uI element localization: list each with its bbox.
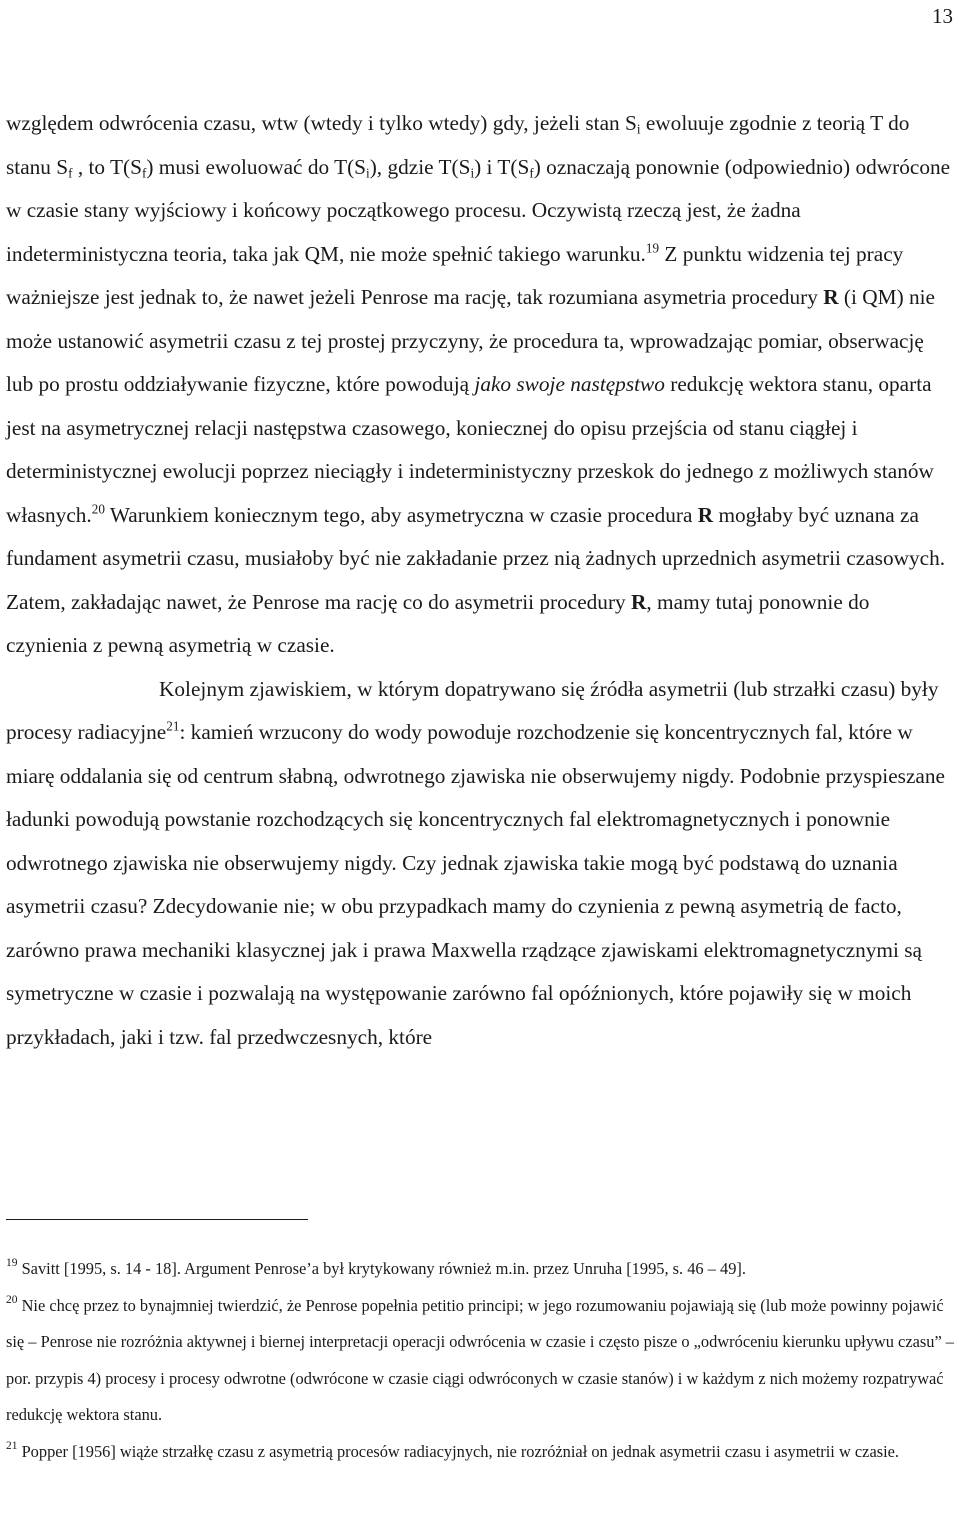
text-run: Kolejnym zjawiskiem, w którym dopatrywano się źródła asymetrii (lub strzałki czasu) były procesy radiacyjne — [6, 676, 939, 744]
subscript: i — [366, 164, 370, 180]
footnote-separator — [6, 1219, 308, 1220]
footnote-19 — [6, 1251, 956, 1288]
text-run: ewoluuje zgodnie z teorią T do stanu S — [6, 111, 910, 179]
text-run: Z punktu widzenia tej pracy ważniejsze jest jednak to, że nawet jeżeli Penrose ma rację, tak rozumiana asymetria procedury — [6, 241, 904, 309]
text-run: : kamień wrzucony do wody powoduje rozchodzenie się koncentrycznych fal, które w miarę oddalania się od centrum słabną, odwrotnego zjawiska nie obserwujemy nigdy. Podobnie przyspieszane ładunki powodują powstanie rozchodzących się koncentrycznych fal elektromagnetycznych i ponownie odwrotnego zjawiska nie obserwujemy nigdy. Czy jednak zjawiska takie mogą być podstawą do uznania asymetrii czasu? Zdecydowanie nie; w obu przypadkach mamy do czynienia z pewną asymetrią de facto, zarówno prawa mechaniki klasycznej jak i prawa Maxwella rządzące zjawiskami elektromagnetycznymi są symetryczne w czasie i pozwalają na występowanie zarówno fal opóźnionych, które pojawiły się w moich przykładach, jaki i tzw. fal przedwczesnych, które — [6, 720, 945, 1049]
bold-procedure-r: R — [823, 285, 839, 309]
text-run: ) musi ewoluować do T(S — [146, 154, 367, 179]
subscript: f — [68, 164, 73, 180]
text-run: względem odwrócenia czasu, wtw (wtedy i tylko wtedy) gdy, jeżeli stan S — [6, 111, 637, 135]
footnote-number: 21 — [6, 1439, 18, 1452]
subscript: f — [141, 164, 147, 180]
text-run: ) oznaczają ponownie (odpowiednio) odwrócone w czasie stany wyjściowy i końcowy początkowego procesu. Oczywistą rzeczą jest, że żadna indeterministyczna teoria, taka jak QM, nie może spełnić takiego warunku. — [6, 154, 951, 266]
footnote-21 — [6, 1434, 956, 1471]
footnote-ref-21[interactable]: 21 — [166, 718, 180, 734]
footnote-20 — [6, 1288, 956, 1434]
text-run: ), gdzie T(S — [369, 154, 471, 179]
footnote-text: Savitt [1995, s. 14 - 18]. Argument Penrose’a był krytykowany również m.in. przez Unruha [1995, s. 46 – 49]. — [17, 1259, 746, 1278]
text-run: redukcję wektora stanu, oparta jest na asymetrycznej relacji następstwa czasowego, koniecznej do opisu przejścia od stanu ciągłej i deterministycznej ewolucji poprzez nieciągły i indeterministyczny przeskok do jednego z możliwych stanów własnych. — [6, 372, 934, 527]
footnote-ref-20[interactable]: 20 — [91, 500, 105, 516]
footnote-text: Nie chcę przez to bynajmniej twierdzić, że Penrose popełnia petitio principi; w jego rozumowaniu pojawiają się (lub może powinny pojawić się – Penrose nie rozróżnia aktywnej i biernej interpretacji operacji odwrócenia w czasie i często pisze o „odwróceniu kierunku upływu czasu” – por. przypis 4) procesy i procesy odwrotne (odwrócone w czasie ciągi odwróconych w czasie stanów) i w każdym z nich możemy rozpatrywać redukcję wektora stanu. — [6, 1295, 955, 1424]
subscript: i — [636, 121, 641, 137]
main-text — [6, 102, 956, 1059]
paragraph-1 — [6, 102, 956, 668]
text-run: (i QM) nie może ustanowić asymetrii czasu z tej prostej przyczyny, że procedura ta, wprowadzając pomiar, obserwację lub po prostu oddziaływanie fizyczne, które powodują — [6, 285, 936, 396]
footnote-text: Popper [1956] wiąże strzałkę czasu z asymetrią procesów radiacyjnych, nie rozróżniał on jednak asymetrii czasu i asymetrii w czasie. — [17, 1441, 900, 1461]
text-run: ) i T(S — [474, 154, 530, 179]
text-run: , to T(S — [72, 154, 142, 179]
footnote-number: 19 — [6, 1256, 18, 1269]
footnotes — [6, 1251, 956, 1470]
page-number: 13 — [932, 4, 953, 28]
italic-phrase: jako swoje następstwo — [474, 372, 665, 396]
footnote-number: 20 — [6, 1293, 18, 1306]
text-run: Warunkiem koniecznym tego, aby asymetryczna w czasie procedura — [104, 502, 698, 527]
subscript: f — [529, 164, 534, 180]
bold-procedure-r: R — [631, 589, 647, 614]
paragraph-2 — [6, 668, 956, 1060]
footnote-ref-19[interactable]: 19 — [645, 239, 660, 255]
subscript: i — [470, 164, 475, 180]
text-run: , mamy tutaj ponownie do czynienia z pewną asymetrią w czasie. — [6, 589, 870, 657]
text-run: mogłaby być uznana za fundament asymetrii czasu, musiałoby być nie zakładanie przez nią żadnych uprzednich asymetrii czasowych. Zatem, zakładając nawet, że Penrose ma rację co do asymetrii procedury — [6, 502, 946, 614]
bold-procedure-r: R — [697, 502, 714, 527]
